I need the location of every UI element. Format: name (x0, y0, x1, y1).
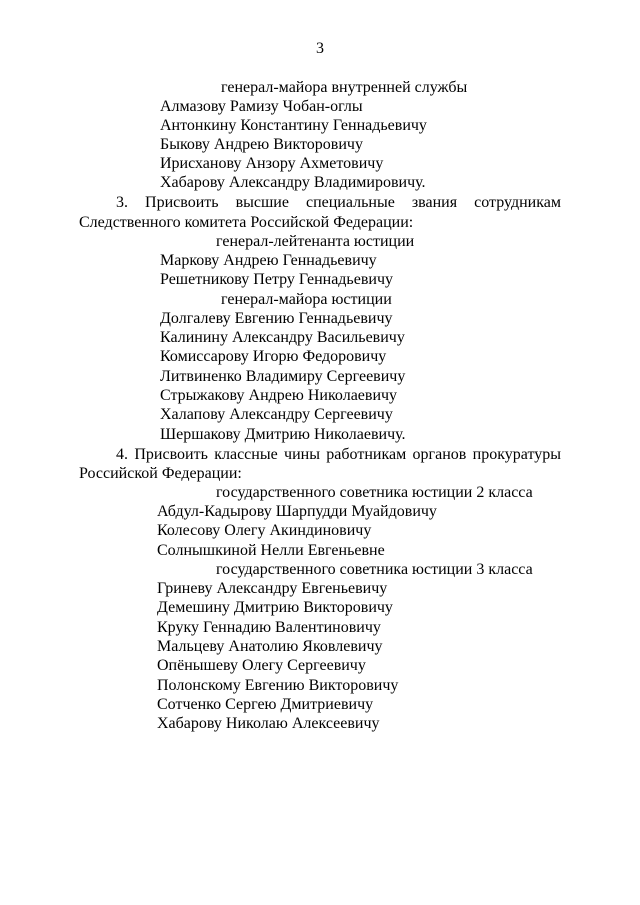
paragraph-4-first-line: 4. Присвоить классные чины работникам органов прокуратуры (116, 446, 561, 463)
name-line: Ирисханову Анзору Ахметовичу (160, 155, 384, 172)
rank-heading: генерал-майора внутренней службы (221, 79, 468, 96)
rank-heading: генерал-майора юстиции (221, 291, 392, 308)
name-line: Маркову Андрею Геннадьевичу (160, 252, 377, 269)
name-line: Комиссарову Игорю Федоровичу (160, 348, 387, 365)
name-line: Гриневу Александру Евгеньевичу (157, 580, 388, 597)
name-line: Алмазову Рамизу Чобан-оглы (160, 98, 363, 115)
name-line: Мальцеву Анатолию Яковлевичу (157, 638, 383, 655)
rank-heading: государственного советника юстиции 3 класса (216, 561, 533, 578)
rank-heading: государственного советника юстиции 2 класса (216, 484, 533, 501)
name-line: Полонскому Евгению Викторовичу (157, 677, 399, 694)
name-line: Калинину Александру Васильевичу (160, 329, 405, 346)
name-line: Опёнышеву Олегу Сергеевичу (157, 657, 366, 674)
name-line: Решетникову Петру Геннадьевичу (160, 271, 393, 288)
paragraph-4-second-line: Российской Федерации: (79, 465, 242, 482)
name-line: Антонкину Константину Геннадьевичу (160, 117, 427, 134)
rank-heading: генерал-лейтенанта юстиции (216, 233, 415, 250)
name-line: Демешину Дмитрию Викторовичу (157, 599, 393, 616)
name-line: Халапову Александру Сергеевичу (160, 406, 393, 423)
name-line: Стрыжакову Андрею Николаевичу (160, 387, 398, 404)
name-line: Долгалеву Евгению Геннадьевичу (160, 310, 393, 327)
paragraph-3-first-line: 3. Присвоить высшие специальные звания сотрудникам (116, 194, 561, 211)
name-line: Литвиненко Владимиру Сергеевичу (160, 368, 406, 385)
name-line: Быкову Андрею Викторовичу (160, 136, 363, 153)
name-line: Хабарову Александру Владимировичу. (160, 174, 426, 191)
name-line: Абдул-Кадырову Шарпудди Муайдовичу (157, 503, 437, 520)
name-line: Хабарову Николаю Алексеевичу (157, 715, 380, 732)
name-line: Солнышкиной Нелли Евгеньевне (157, 542, 385, 559)
name-line: Сотченко Сергею Дмитриевичу (157, 696, 374, 713)
name-line: Колесову Олегу Акиндиновичу (157, 522, 372, 539)
name-line: Шершакову Дмитрию Николаевичу. (160, 426, 406, 443)
paragraph-3-second-line: Следственного комитета Российской Федерации: (79, 214, 414, 231)
page-number: 3 (316, 40, 324, 57)
name-line: Круку Геннадию Валентиновичу (157, 619, 381, 636)
